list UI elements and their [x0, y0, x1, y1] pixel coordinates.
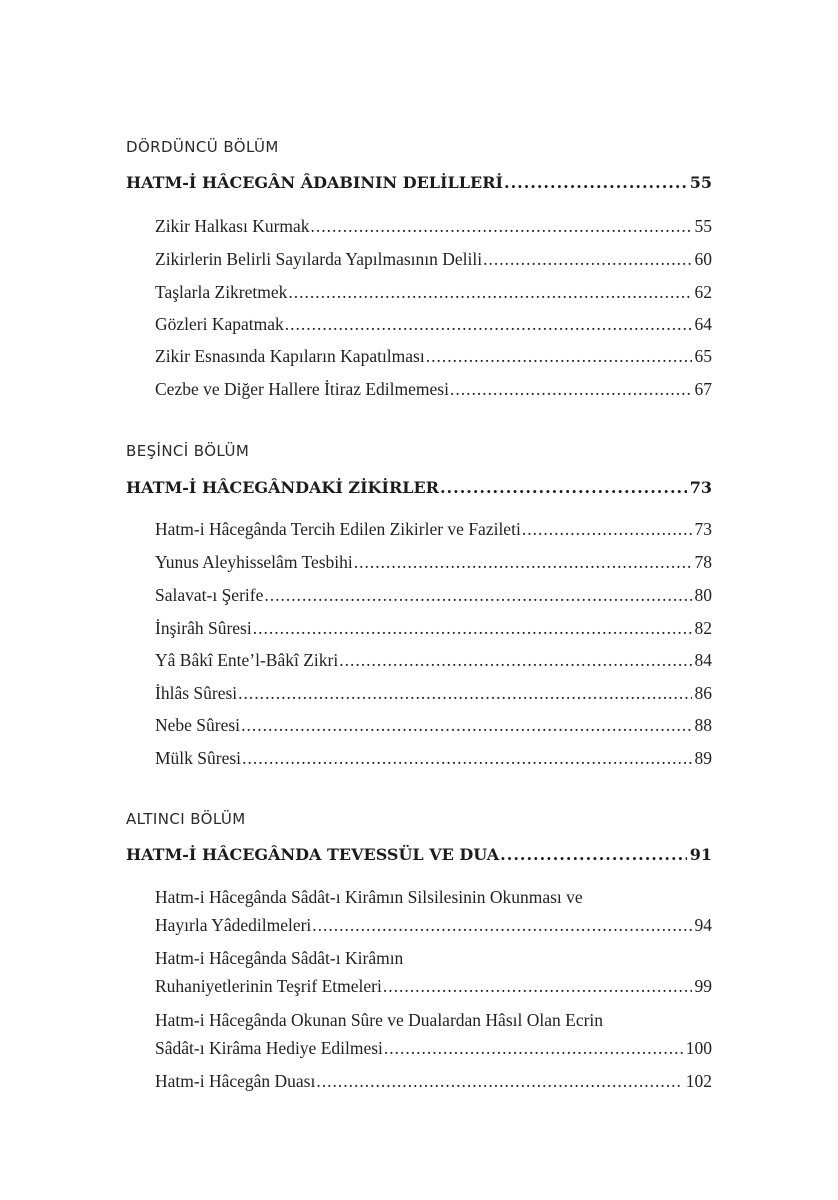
page-number: 88: [694, 715, 712, 735]
toc-entry[interactable]: [155, 618, 712, 639]
entry-title: Gözleri Kapatmak: [155, 314, 284, 334]
dot-leader: [339, 650, 691, 671]
page-number: 62: [694, 282, 712, 302]
page-number: 67: [694, 379, 712, 399]
toc-entry[interactable]: [155, 1071, 712, 1092]
dot-leader: [450, 379, 692, 400]
dot-leader: [312, 915, 691, 936]
toc-entry[interactable]: [155, 585, 712, 606]
entry-title-line1: Hatm-i Hâcegânda Sâdât-ı Kirâmın: [155, 948, 404, 968]
page-number: 80: [694, 585, 712, 605]
toc-entry[interactable]: [155, 976, 712, 997]
dot-leader: [288, 282, 691, 303]
toc-entry[interactable]: [155, 379, 712, 400]
page-number: 73: [689, 478, 712, 497]
page-number: 55: [694, 216, 712, 236]
page-number: 100: [685, 1038, 712, 1058]
entry-title: Nebe Sûresi: [155, 715, 241, 735]
toc-entry[interactable]: [155, 552, 712, 573]
entry-title: Cezbe ve Diğer Hallere İtiraz Edilmemesi: [155, 379, 449, 399]
entry-title: Sâdât-ı Kirâma Hediye Edilmesi: [155, 1038, 383, 1058]
toc-entry[interactable]: [155, 346, 712, 367]
toc-entry[interactable]: [155, 1038, 712, 1059]
dot-leader: [522, 519, 692, 540]
entry-title: Zikir Halkası Kurmak: [155, 216, 310, 236]
dot-leader: [354, 552, 692, 573]
dot-leader: [426, 346, 692, 367]
page-number: 73: [694, 519, 712, 539]
page-number: 102: [685, 1071, 712, 1091]
page-number: 60: [694, 249, 712, 269]
page-number: 82: [694, 618, 712, 638]
part-heading: BEŞİNCİ BÖLÜM: [126, 442, 250, 460]
page-number: 94: [694, 915, 712, 935]
page-number: 99: [694, 976, 712, 996]
dot-leader: [241, 715, 691, 736]
page-number: 78: [694, 552, 712, 572]
toc-entry[interactable]: [155, 683, 712, 704]
dot-leader: [264, 585, 691, 606]
part-heading: ALTINCI BÖLÜM: [126, 810, 246, 828]
page-number: 91: [689, 845, 712, 864]
entry-title: Ruhaniyetlerinin Teşrif Etmeleri: [155, 976, 382, 996]
page-number: 84: [694, 650, 712, 670]
dot-leader: [242, 748, 691, 769]
page-number: 86: [694, 683, 712, 703]
dot-leader: [500, 845, 687, 864]
chapter-title: HATM-İ HÂCEGÂNDAKİ ZİKİRLER: [126, 478, 439, 497]
dot-leader: [285, 314, 692, 335]
part-heading: DÖRDÜNCÜ BÖLÜM: [126, 138, 279, 156]
toc-entry[interactable]: [155, 519, 712, 540]
toc-entry[interactable]: [155, 216, 712, 237]
toc-entry[interactable]: [155, 915, 712, 936]
entry-title: Salavat-ı Şerife: [155, 585, 264, 605]
dot-leader: [238, 683, 691, 704]
dot-leader: [383, 976, 692, 997]
entry-title: Taşlarla Zikretmek: [155, 282, 288, 302]
entry-title: Mülk Sûresi: [155, 748, 242, 768]
entry-title-line1: Hatm-i Hâcegânda Sâdât-ı Kirâmın Silsilesinin Okunması ve: [155, 887, 583, 907]
dot-leader: [316, 1071, 682, 1092]
chapter-row[interactable]: [126, 173, 712, 192]
entry-title-line1: Hatm-i Hâcegânda Okunan Sûre ve Dualardan Hâsıl Olan Ecrin: [155, 1010, 604, 1030]
entry-title: İnşirâh Sûresi: [155, 618, 252, 638]
chapter-title: HATM-İ HÂCEGÂN ÂDABININ DELİLLERİ: [126, 173, 503, 192]
page-number: 65: [694, 346, 712, 366]
page-number: 64: [694, 314, 712, 334]
toc-entry[interactable]: [155, 314, 712, 335]
entry-title: Yâ Bâkî Ente’l-Bâkî Zikri: [155, 650, 339, 670]
entry-title: Hatm-i Hâcegânda Tercih Edilen Zikirler ve Fazileti: [155, 519, 521, 539]
page-number: 89: [694, 748, 712, 768]
entry-title: Zikirlerin Belirli Sayılarda Yapılmasının Delili: [155, 249, 483, 269]
toc-entry[interactable]: [155, 715, 712, 736]
dot-leader: [504, 173, 687, 192]
entry-title: İhlâs Sûresi: [155, 683, 238, 703]
toc-entry[interactable]: [155, 650, 712, 671]
chapter-title: HATM-İ HÂCEGÂNDA TEVESSÜL VE DUA: [126, 845, 500, 864]
chapter-row[interactable]: [126, 845, 712, 864]
entry-title: Yunus Aleyhisselâm Tesbihi: [155, 552, 353, 572]
chapter-row[interactable]: [126, 478, 712, 497]
dot-leader: [483, 249, 691, 270]
dot-leader: [384, 1038, 683, 1059]
page-number: 55: [689, 173, 712, 192]
dot-leader: [253, 618, 692, 639]
dot-leader: [311, 216, 692, 237]
dot-leader: [440, 478, 687, 497]
entry-title: Hayırla Yâdedilmeleri: [155, 915, 312, 935]
toc-entry[interactable]: [155, 249, 712, 270]
toc-entry[interactable]: [155, 282, 712, 303]
entry-title: Zikir Esnasında Kapıların Kapatılması: [155, 346, 425, 366]
entry-title: Hatm-i Hâcegân Duası: [155, 1071, 316, 1091]
toc-entry[interactable]: [155, 748, 712, 769]
